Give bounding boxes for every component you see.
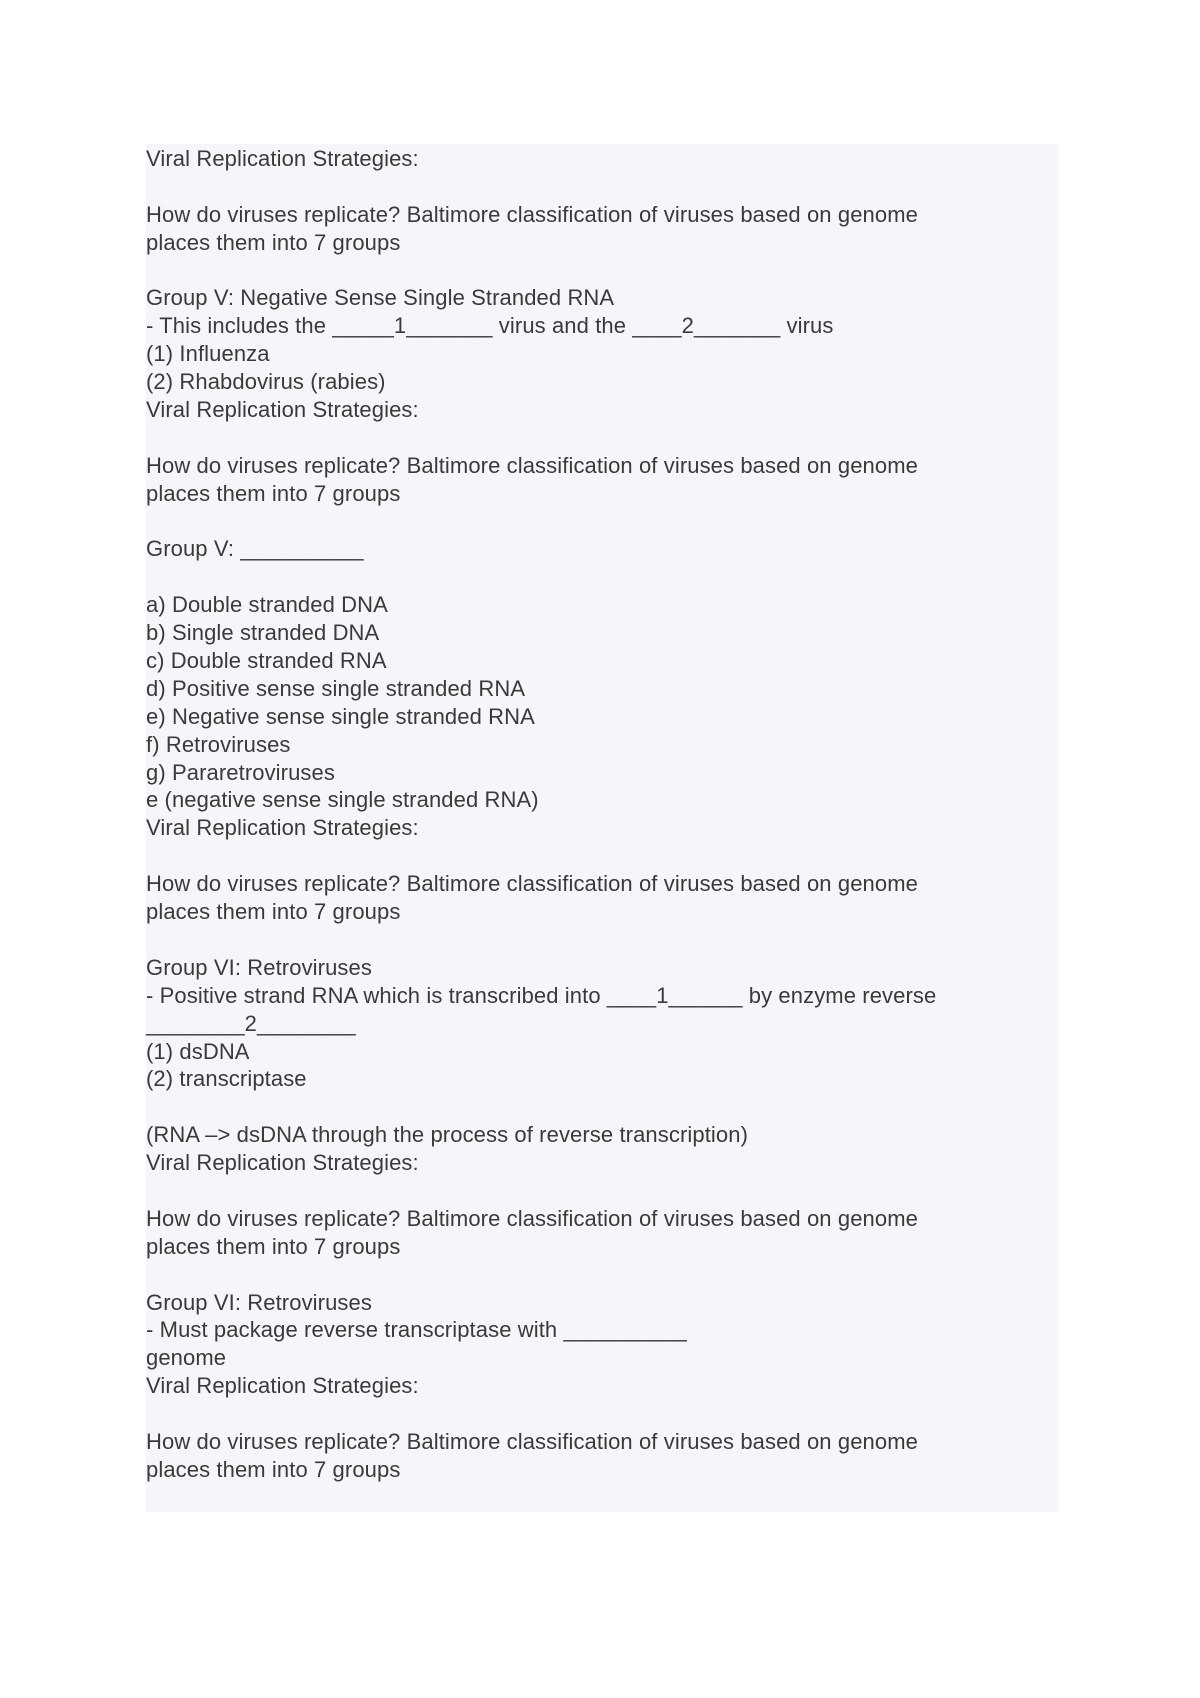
text-line: d) Positive sense single stranded RNA xyxy=(146,675,526,701)
text-line: places them into 7 groups xyxy=(146,480,401,506)
text-line: c) Double stranded RNA xyxy=(146,648,387,674)
text-line: How do viruses replicate? Baltimore classification of viruses based on genome xyxy=(146,452,918,478)
text-line: How do viruses replicate? Baltimore classification of viruses based on genome xyxy=(146,1205,918,1231)
text-line: f) Retroviruses xyxy=(146,731,291,757)
text-line: e (negative sense single stranded RNA) xyxy=(146,787,539,813)
text-line: (2) Rhabdovirus (rabies) xyxy=(146,369,386,395)
blank-line xyxy=(146,926,1046,954)
blank-line xyxy=(146,563,1046,591)
text-line: (1) Influenza xyxy=(146,341,270,367)
text-line: How do viruses replicate? Baltimore classification of viruses based on genome xyxy=(146,201,918,227)
text-line: e) Negative sense single stranded RNA xyxy=(146,703,535,729)
text-line: b) Single stranded DNA xyxy=(146,620,380,646)
text-line: Viral Replication Strategies: xyxy=(146,397,419,423)
text-line: g) Pararetroviruses xyxy=(146,759,335,785)
text-line: (1) dsDNA xyxy=(146,1038,250,1064)
document-text xyxy=(146,145,1046,1484)
text-line: Viral Replication Strategies: xyxy=(146,1373,419,1399)
blank-line xyxy=(146,1177,1046,1205)
text-line: Viral Replication Strategies: xyxy=(146,815,419,841)
blank-line xyxy=(146,1261,1046,1289)
text-line: Group VI: Retroviruses xyxy=(146,1289,372,1315)
blank-line xyxy=(146,257,1046,285)
text-line: ________2________ xyxy=(146,1010,356,1036)
text-line: genome xyxy=(146,1345,227,1371)
text-line: How do viruses replicate? Baltimore classification of viruses based on genome xyxy=(146,871,918,897)
text-line: Viral Replication Strategies: xyxy=(146,1150,419,1176)
blank-line xyxy=(146,1093,1046,1121)
text-line: places them into 7 groups xyxy=(146,229,401,255)
text-line: - Must package reverse transcriptase with __________ xyxy=(146,1317,687,1343)
text-line: Viral Replication Strategies: xyxy=(146,146,419,171)
text-line: (RNA –> dsDNA through the process of reverse transcription) xyxy=(146,1122,749,1148)
text-line: - This includes the _____1_______ virus and the ____2_______ virus xyxy=(146,313,834,339)
text-line: places them into 7 groups xyxy=(146,1456,401,1482)
text-line: Group V: __________ xyxy=(146,536,364,562)
text-line: - Positive strand RNA which is transcribed into ____1______ by enzyme reverse xyxy=(146,982,937,1008)
blank-line xyxy=(146,424,1046,452)
text-line: places them into 7 groups xyxy=(146,1233,401,1259)
text-line: Group VI: Retroviruses xyxy=(146,954,372,980)
blank-line xyxy=(146,842,1046,870)
text-line: a) Double stranded DNA xyxy=(146,592,388,618)
blank-line xyxy=(146,1400,1046,1428)
text-line: (2) transcriptase xyxy=(146,1066,307,1092)
blank-line xyxy=(146,508,1046,536)
text-line: Group V: Negative Sense Single Stranded RNA xyxy=(146,285,615,311)
blank-line xyxy=(146,173,1046,201)
text-line: places them into 7 groups xyxy=(146,899,401,925)
text-line: How do viruses replicate? Baltimore classification of viruses based on genome xyxy=(146,1428,918,1454)
